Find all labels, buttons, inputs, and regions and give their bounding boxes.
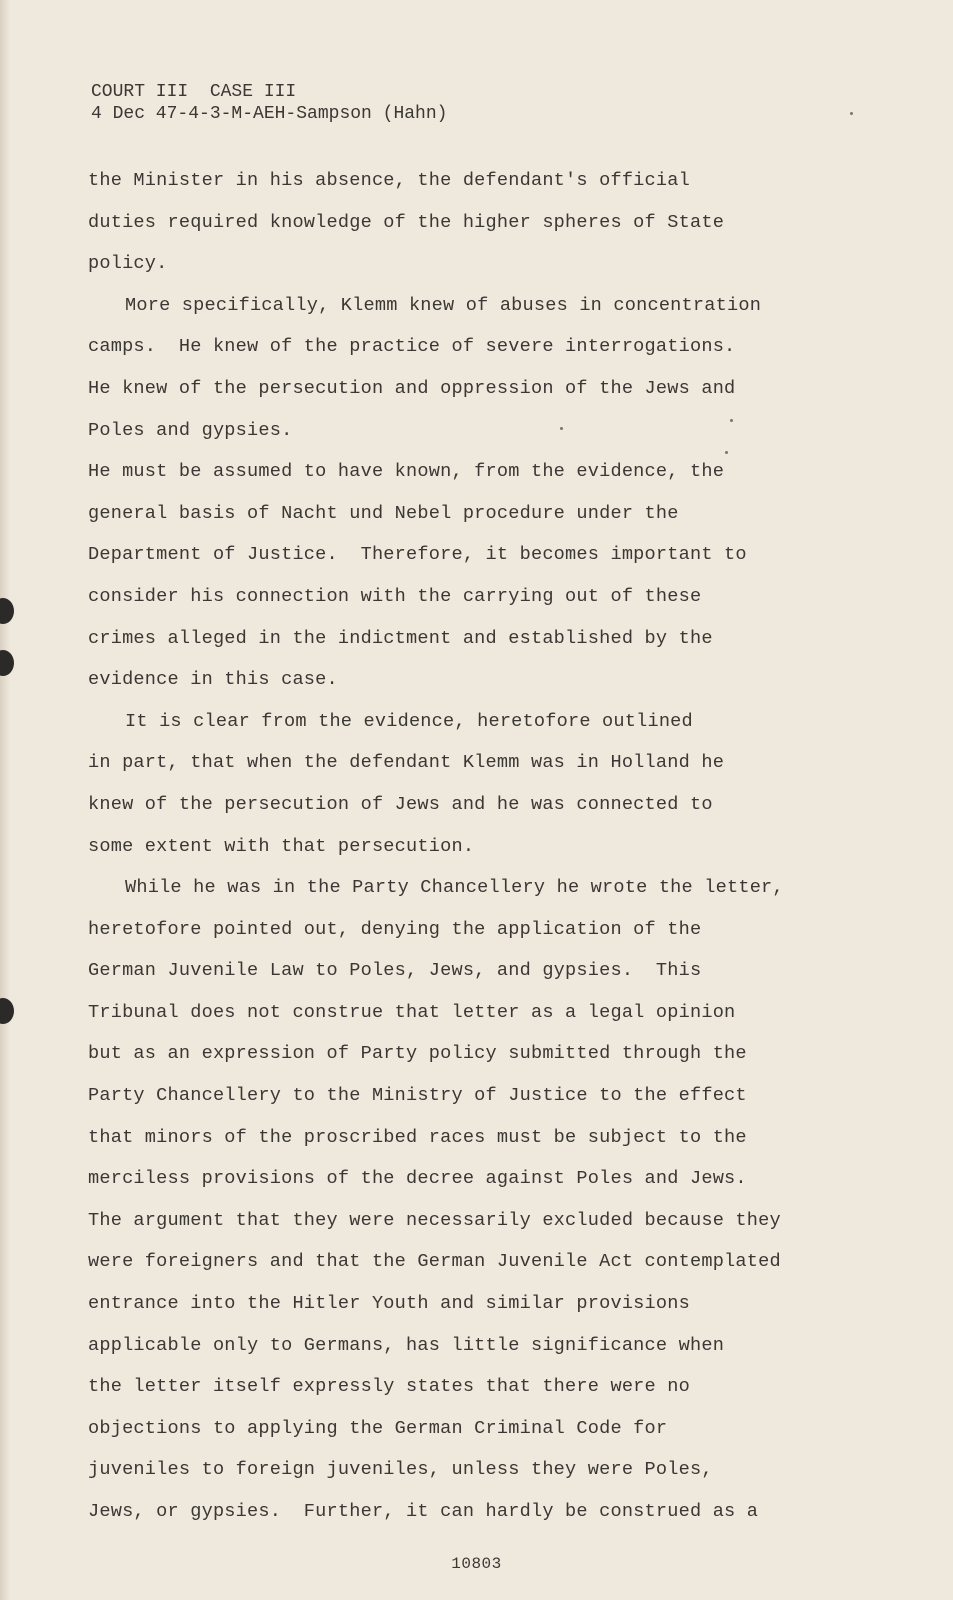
body-line: that minors of the proscribed races must be subject to the <box>88 1126 747 1148</box>
body-line: were foreigners and that the German Juvenile Act contemplated <box>88 1251 781 1273</box>
body-line: general basis of Nacht und Nebel procedure under the <box>88 502 679 524</box>
body-line: crimes alleged in the indictment and established by the <box>88 627 713 649</box>
body-line: consider his connection with the carrying out of these <box>88 585 702 607</box>
body-line: policy. <box>88 253 168 275</box>
body-line: applicable only to Germans, has little significance when <box>88 1334 725 1356</box>
binder-hole-top <box>0 598 14 624</box>
body-line: entrance into the Hitler Youth and similar provisions <box>88 1293 690 1315</box>
body-line: Poles and gypsies. <box>88 419 293 441</box>
body-line: knew of the persecution of Jews and he was connected to <box>88 793 713 815</box>
body-line: but as an expression of Party policy submitted through the <box>88 1043 747 1065</box>
header-date-reference: 4 Dec 47-4-3-M-AEH-Sampson (Hahn) <box>91 104 448 124</box>
binder-hole-bottom <box>0 998 14 1024</box>
body-line: Party Chancellery to the Ministry of Justice to the effect <box>88 1085 747 1107</box>
body-line: Tribunal does not construe that letter as a legal opinion <box>88 1001 736 1023</box>
body-line: While he was in the Party Chancellery he wrote the letter, <box>125 877 784 899</box>
body-line: He must be assumed to have known, from the evidence, the <box>88 461 725 483</box>
page-edge-shadow <box>0 0 10 1600</box>
body-line: the Minister in his absence, the defendant's official <box>88 170 690 191</box>
body-line: More specifically, Klemm knew of abuses in concentration <box>125 294 762 316</box>
body-line: heretofore pointed out, denying the application of the <box>88 918 702 940</box>
body-line: German Juvenile Law to Poles, Jews, and gypsies. This <box>88 960 702 982</box>
body-line: duties required knowledge of the higher spheres of State <box>88 211 725 233</box>
body-line: The argument that they were necessarily excluded because they <box>88 1209 781 1231</box>
paper-speck <box>850 112 853 115</box>
binder-hole-middle <box>0 650 14 676</box>
case-header <box>91 81 447 125</box>
body-line: evidence in this case. <box>88 669 338 691</box>
body-line: in part, that when the defendant Klemm was in Holland he <box>88 752 725 774</box>
page-number: 10803 <box>451 1555 502 1573</box>
body-line: Department of Justice. Therefore, it becomes important to <box>88 544 747 566</box>
document-body <box>88 160 938 1533</box>
body-line: He knew of the persecution and oppression of the Jews and <box>88 377 736 399</box>
body-line: merciless provisions of the decree against Poles and Jews. <box>88 1168 747 1190</box>
body-line: objections to applying the German Criminal Code for <box>88 1417 668 1439</box>
body-line: some extent with that persecution. <box>88 835 475 857</box>
body-line: camps. He knew of the practice of severe interrogations. <box>88 336 736 358</box>
body-line: the letter itself expressly states that there were no <box>88 1376 690 1398</box>
body-line: juveniles to foreign juveniles, unless they were Poles, <box>88 1459 713 1481</box>
header-court-case: COURT III CASE III <box>91 82 297 102</box>
body-line: Jews, or gypsies. Further, it can hardly be construed as a <box>88 1501 759 1522</box>
body-line: It is clear from the evidence, heretofore outlined <box>125 710 693 732</box>
